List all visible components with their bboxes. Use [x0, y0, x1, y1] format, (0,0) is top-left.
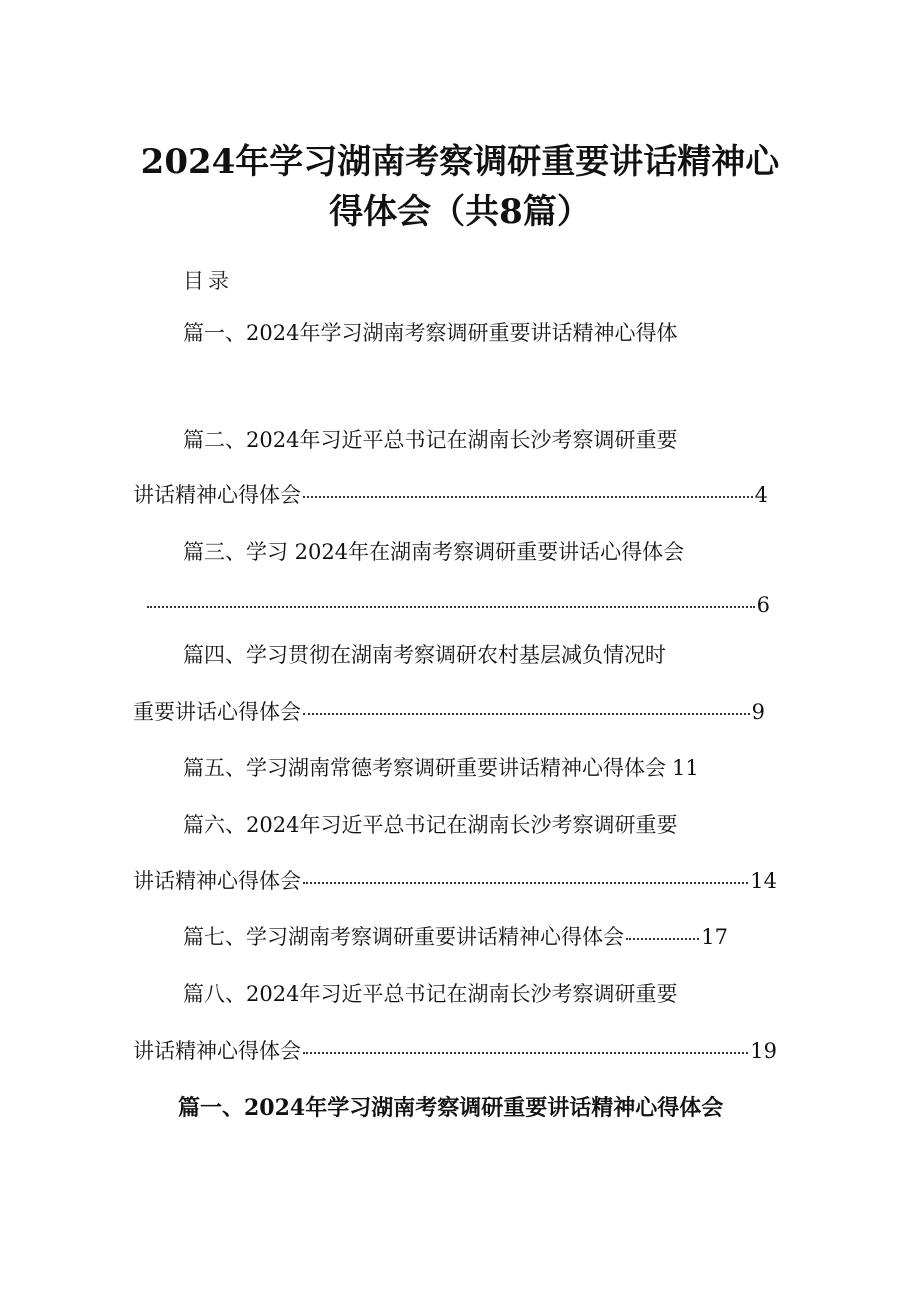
toc-entry-3-page: 6 [756, 593, 770, 617]
toc-entry-2-page: 4 [754, 483, 768, 507]
toc-label: 目录 [183, 269, 233, 293]
toc-entry-8-text: 讲话精神心得体会 [133, 1039, 301, 1063]
document-title-line-1: 2024年学习湖南考察调研重要讲话精神心 [140, 142, 780, 182]
toc-entry-7[interactable] [183, 922, 728, 952]
toc-entry-4-page: 9 [751, 700, 765, 724]
dot-leader [303, 713, 750, 715]
section-heading: 篇一、2024年学习湖南考察调研重要讲话精神心得体会 [178, 1095, 724, 1121]
toc-entry-3-line-1[interactable]: 篇三、学习 2024年在湖南考察调研重要讲话心得体会 [183, 540, 685, 564]
toc-entry-6-page: 14 [750, 869, 777, 893]
toc-entry-6-line-2[interactable] [133, 866, 777, 896]
toc-entry-4-text: 重要讲话心得体会 [133, 700, 301, 724]
dot-leader [626, 938, 699, 940]
toc-entry-3-line-2[interactable] [145, 590, 770, 620]
toc-entry-6-line-1[interactable]: 篇六、2024年习近平总书记在湖南长沙考察调研重要 [183, 813, 678, 837]
toc-entry-4-line-2[interactable] [133, 697, 765, 727]
toc-entry-2-text: 讲话精神心得体会 [133, 483, 301, 507]
toc-entry-8-line-1[interactable]: 篇八、2024年习近平总书记在湖南长沙考察调研重要 [183, 982, 678, 1006]
toc-entry-2-line-1[interactable]: 篇二、2024年习近平总书记在湖南长沙考察调研重要 [183, 428, 678, 452]
document-title-line-2: 得体会（共8篇） [329, 192, 591, 232]
toc-entry-4-line-1[interactable]: 篇四、学习贯彻在湖南考察调研农村基层减负情况时 [183, 643, 666, 667]
dot-leader [303, 882, 748, 884]
toc-entry-7-page: 17 [701, 925, 728, 949]
toc-entry-5-page: 11 [672, 756, 699, 780]
dot-leader [303, 1052, 748, 1054]
toc-entry-5-text: 篇五、学习湖南常德考察调研重要讲话精神心得体会 [183, 756, 666, 780]
toc-entry-2-line-2[interactable] [133, 480, 768, 510]
dot-leader [303, 496, 753, 498]
dot-leader [147, 606, 755, 608]
toc-entry-8-line-2[interactable] [133, 1036, 777, 1066]
toc-entry-5[interactable] [183, 753, 777, 783]
toc-entry-1[interactable]: 篇一、2024年学习湖南考察调研重要讲话精神心得体 [183, 321, 678, 345]
toc-entry-6-text: 讲话精神心得体会 [133, 869, 301, 893]
toc-entry-8-page: 19 [750, 1039, 777, 1063]
toc-entry-7-text: 篇七、学习湖南考察调研重要讲话精神心得体会 [183, 925, 624, 949]
